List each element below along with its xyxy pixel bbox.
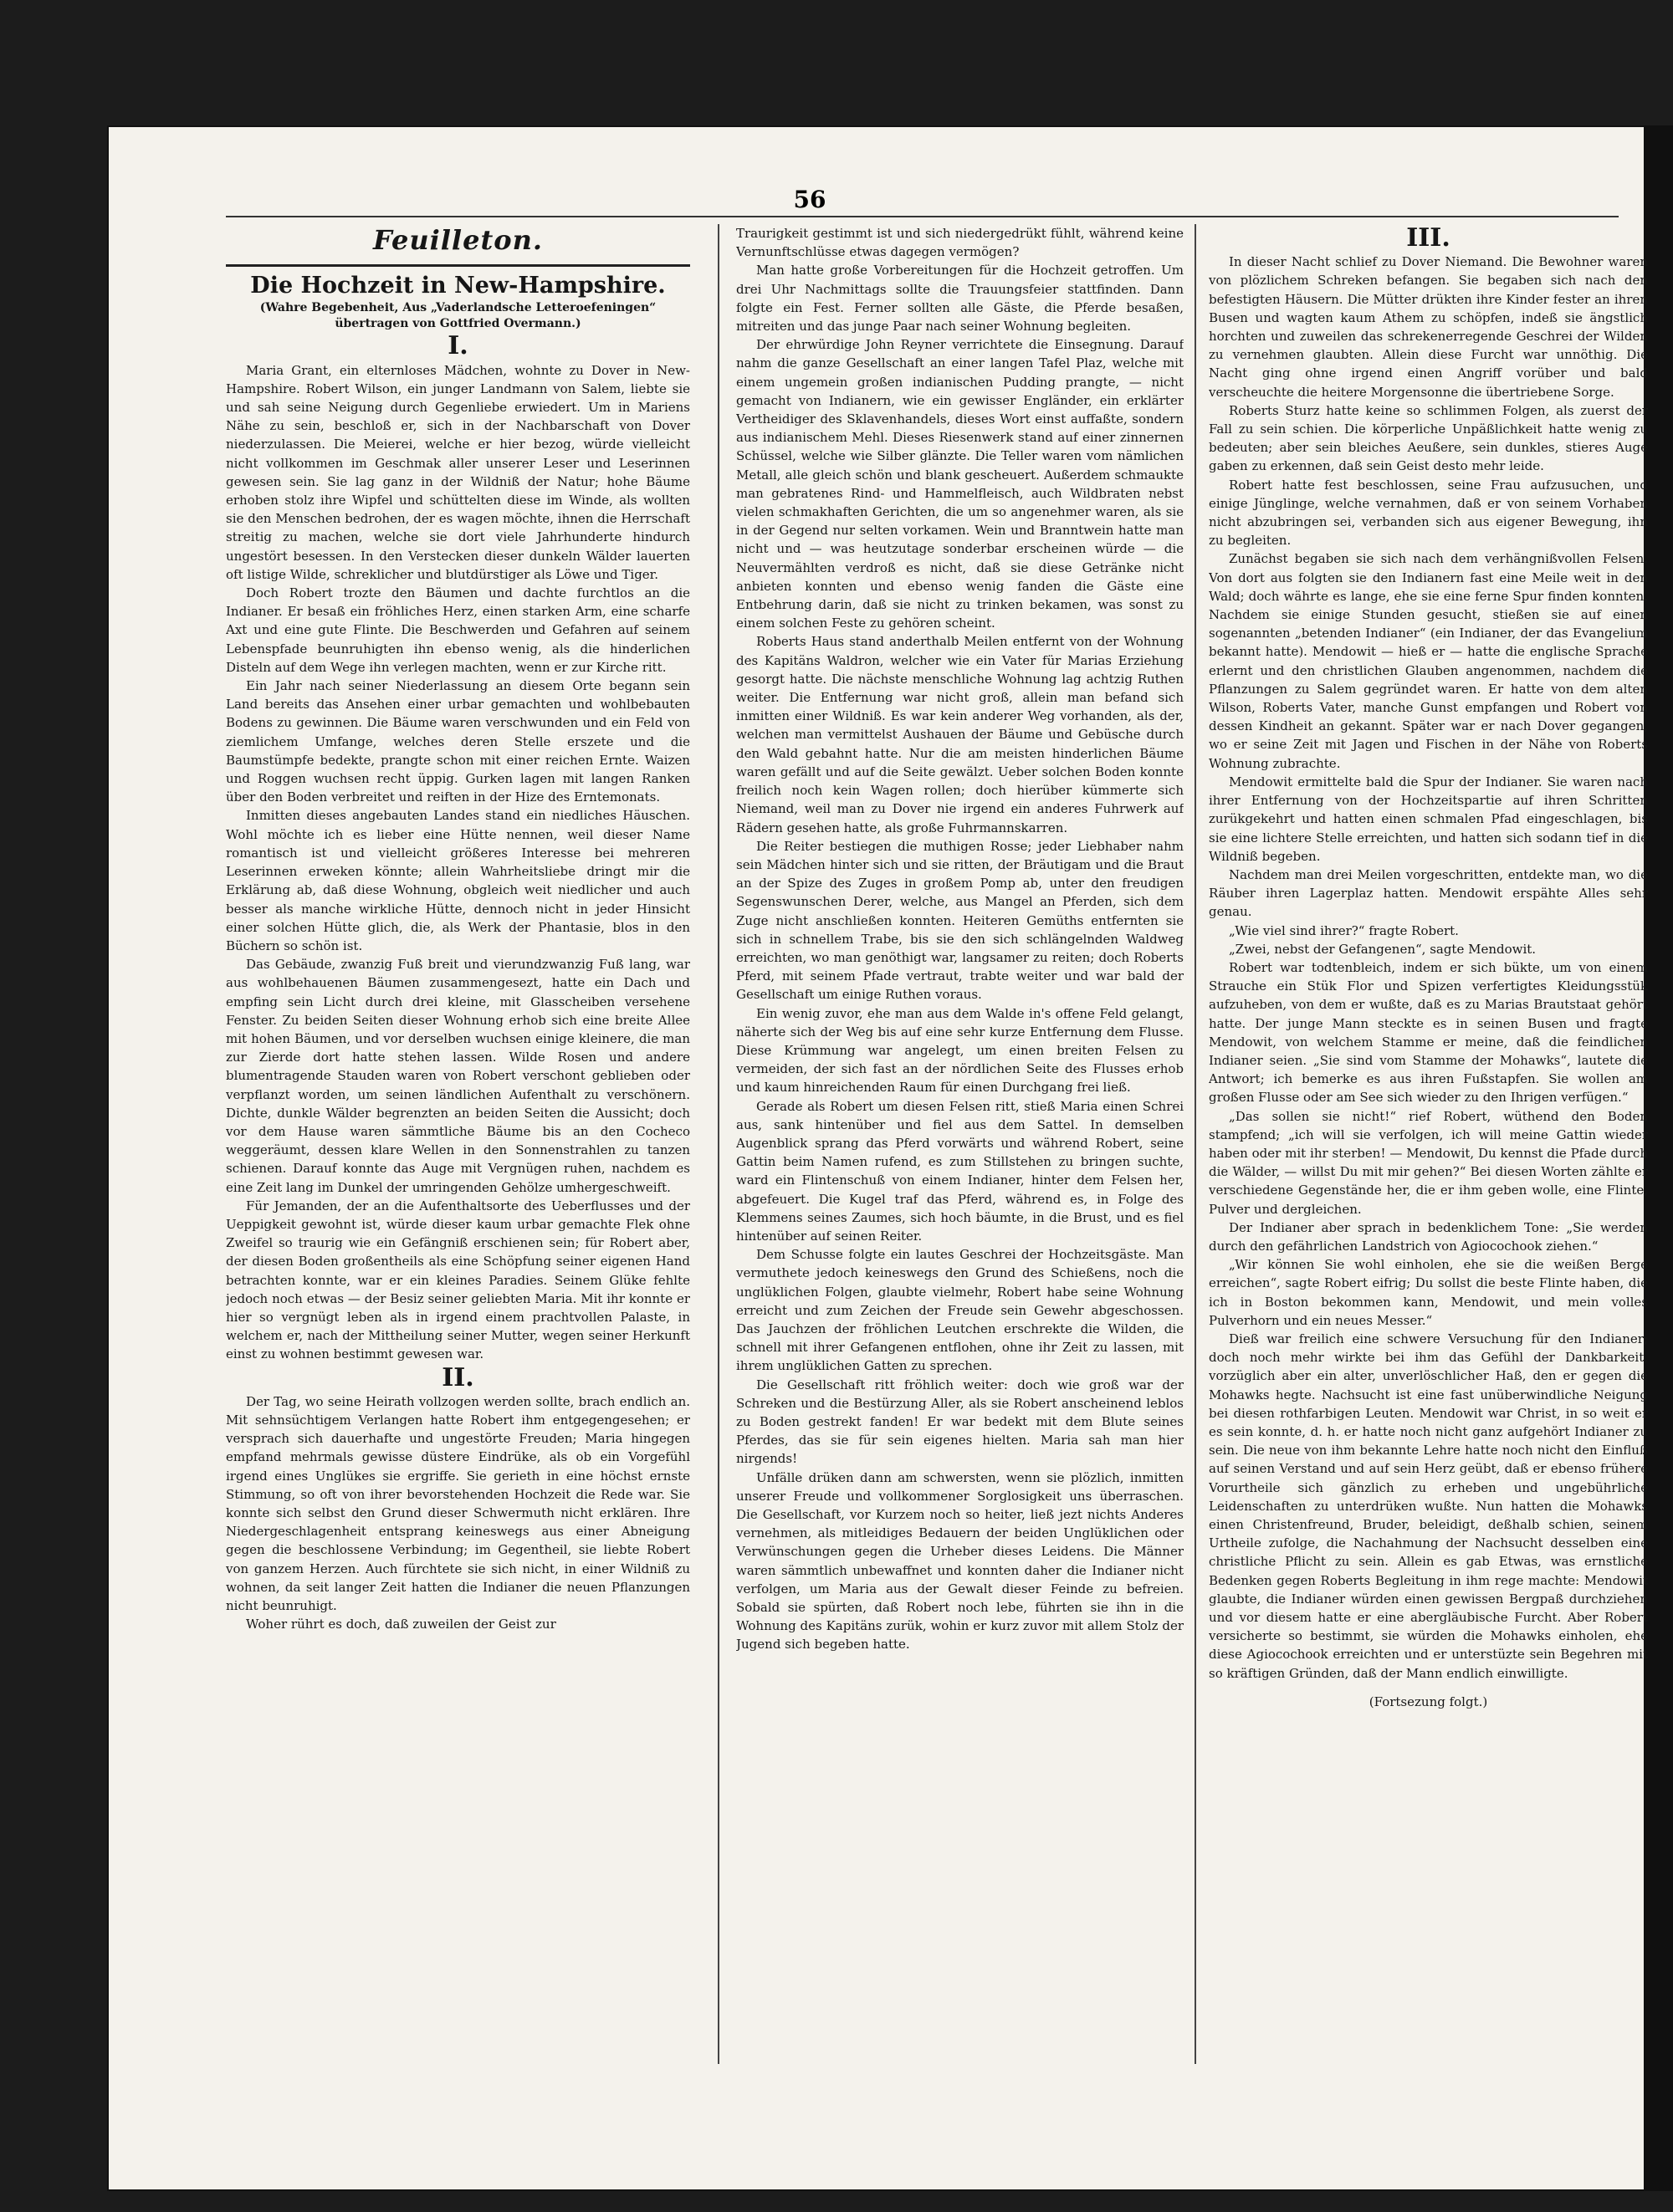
title-rule	[226, 264, 690, 267]
paragraph: Ein Jahr nach seiner Niederlassung an diesem Orte begann sein Land bereits das Ansehen einer urbar gemachten und wohlbebauten Bodens zu gewinnen. Die Bäume waren verschwunden und ein Feld von ziemlichem Umfange, welches deren Stelle erszete und die Baumstümpfe bedekte, prangte schon mit einer reichen Ernte. Waizen und Roggen wuchsen recht üppig. Gurken lagen mit langen Ranken über den Boden verbreitet und reiften in der Hize des Erntemonats.	[226, 678, 690, 805]
column-2	[736, 224, 1184, 2077]
paragraph: Das Gebäude, zwanzig Fuß breit und vierundzwanzig Fuß lang, war aus wohlbehauenen Bäumen zusammengesezt, hatte ein Dach und empfing sein Licht durch drei kleine, mit Glasscheiben versehene Fenster. Zu beiden Seiten dieser Wohnung erhob sich eine breite Allee mit hohen Bäumen, und vor derselben wuchsen einige kleinere, die man zur Zierde dort hatte stehen lassen. Wilde Rosen und andere blumentragende Stauden waren von Robert verschont geblieben oder verpflanzt worden, um seinen ländlichen Aufenthalt zu verschönern. Dichte, dunkle Wälder begrenzten an beiden Seiten die Aussicht; doch vor dem Hause waren sämmtliche Bäume bis an den Cocheco weggeräumt, dessen klare Wellen in den Sonnenstrahlen zu tanzen schienen. Darauf konnte das Auge mit Vergnügen ruhen, nachdem es eine Zeit lang im Dunkel der umringenden Gehölze umhergeschweift.	[226, 957, 690, 1195]
paragraph: Nachdem man drei Meilen vorgeschritten, entdekte man, wo die Räuber ihren Lagerplaz hatten. Mendowit erspähte Alles sehr genau.	[1209, 866, 1648, 920]
page-edge-shadow	[1644, 125, 1673, 2191]
paragraph: Man hatte große Vorbereitungen für die Hochzeit getroffen. Um drei Uhr Nachmittags sollte die Trauungsfeier stattfinden. Dann folgte ein Fest. Ferner sollten alle Gäste, die Pferde besaßen, mitreiten und das junge Paar nach seiner Wohnung begleiten.	[736, 263, 1184, 335]
column-1	[226, 224, 690, 2077]
paragraph: Mendowit ermittelte bald die Spur der Indianer. Sie waren nach ihrer Entfernung von der Hochzeitspartie auf ihren Schritten zurükgekehrt und hatten einen schmalen Pfad eingeschlagen, bis sie eine lichtere Stelle erreichten, und hatten sich sodann tief in die Wildniß begeben.	[1209, 774, 1648, 864]
paragraph: Robert hatte fest beschlossen, seine Frau aufzusuchen, und einige Jünglinge, welche vernahmen, daß er von seinem Vorhaben nicht abzubringen sei, verbanden sich aus eigener Bewegung, ihn zu begleiten.	[1209, 477, 1648, 549]
paragraph: Dem Schusse folgte ein lautes Geschrei der Hochzeitsgäste. Man vermuthete jedoch keineswegs den Grund des Schießens, noch die unglüklichen Folgen, glaubte vielmehr, Robert habe seine Wohnung erreicht und zum Zeichen der Freude sein Gewehr abgeschossen. Das Jauchzen der fröhlichen Leutchen erschrekte die Wilden, die schnell mit ihrer Gefangenen entflohen, ohne ihr Zeit zu lassen, mit ihrem unglüklichen Gatten zu sprechen.	[736, 1247, 1184, 1374]
continuation-note: (Fortsezung folgt.)	[1369, 1693, 1488, 1709]
paragraph: Robert war todtenbleich, indem er sich bükte, um von einem Strauche ein Stük Flor und Spizen verfertigtes Kleidungsstük aufzuheben, von dem er wußte, daß es zu Marias Brautstaat gehört hatte. Der junge Mann steckte es in seinen Busen und fragte Mendowit, von welchem Stamme er meine, daß die feindlichen Indianer seien. „Sie sind vom Stamme der Mohawks“, lautete die Antwort; ich bemerke es aus ihren Fußstapfen. Sie wollen am großen Flusse oder am See sich wieder zu den Ihrigen verfügen.“	[1209, 959, 1648, 1106]
article-title: Die Hochzeit in New-Hampshire.	[250, 273, 666, 299]
page-number: 56	[793, 186, 826, 213]
paragraph: Doch Robert trozte den Bäumen und dachte furchtlos an die Indianer. Er besaß ein fröhliches Herz, einen starken Arm, eine scharfe Axt und eine gute Flinte. Die Beschwerden und Gefahren auf seinem Lebenspfade beunruhigten ihn ebenso wenig, als die hinderlichen Disteln auf dem Wege ihn verlegen machten, wenn er zur Kirche ritt.	[226, 585, 690, 675]
paragraph: Gerade als Robert um diesen Felsen ritt, stieß Maria einen Schrei aus, sank hintenüber und fiel aus dem Sattel. In demselben Augenblick sprang das Pferd vorwärts und während Robert, seine Gattin beim Namen rufend, es zum Stillstehen zu bringen suchte, ward ein Flintenschuß von einem Indianer, hinter dem Felsen her, abgefeuert. Die Kugel traf das Pferd, während es, in Folge des Klemmens seines Zaumes, sich hoch bäumte, in die Brust, und es fiel hintenüber auf seinen Reiter.	[736, 1098, 1184, 1244]
paragraph: Inmitten dieses angebauten Landes stand ein niedliches Häuschen. Wohl möchte ich es lieber eine Hütte nennen, weil dieser Name romantisch ist und vielleicht größeres Interesse bei mehreren Leserinnen erweken könnte; allein Wahrheitsliebe dringt mir die Erklärung ab, daß diese Wohnung, obgleich weit niedlicher und auch besser als manche wirkliche Hütte, dennoch nicht in jeder Hinsicht einer solchen Hütte glich, die, als Werk der Phantasie, blos in den Büchern so schön ist.	[226, 808, 690, 953]
paragraph: „Das sollen sie nicht!“ rief Robert, wüthend den Boden stampfend; „ich will sie verfolgen, ich will meine Gattin wieder haben oder mit ihr sterben! — Mendowit, Du kennst die Pfade durch die Wälder, — willst Du mit mir gehen?“ Bei diesen Worten zählte er verschiedene Gegenstände her, die er ihm geben wolle, eine Flinte, Pulver und dergleichen.	[1209, 1108, 1648, 1217]
column-divider	[1195, 224, 1196, 2064]
column-divider	[718, 224, 719, 2064]
dialogue-line: „Zwei, nebst der Gefangenen“, sagte Mendowit.	[1229, 941, 1537, 957]
paragraph: Traurigkeit gestimmt ist und sich niedergedrükt fühlt, während keine Vernunftschlüsse etwas dagegen vermögen?	[736, 226, 1184, 260]
paragraph: Dieß war freilich eine schwere Versuchung für den Indianer; doch noch mehr wirkte bei ihm das Gefühl der Dankbarkeit, vorzüglich aber ein alter, unverlöschlicher Haß, den er gegen die Mohawks hegte. Nachsucht ist eine fast unüberwindliche Neigung bei diesen rothfarbigen Leuten. Mendowit war Christ, in so weit er es sein konnte, d. h. er hatte noch nicht ganz aufgehört Indianer zu sein. Die neue von ihm bekannte Lehre hatte noch nicht den Einfluß auf seinen Verstand und auf sein Herz geübt, daß er ebenso frühere Vorurtheile sich gänzlich zu erheben und ungebührliche Leidenschaften zu unterdrüken wußte. Nun hatten die Mohawks einen Christenfreund, Bruder, beleidigt, deßhalb schien, seinem Urtheile zufolge, die Nachahmung der Nachsucht desselben eine christliche Pflicht zu sein. Allein es gab Etwas, was ernstliche Bedenken gegen Roberts Begleitung in ihm rege machte: Mendowit glaubte, die Indianer würden einen gewissen Bergpaß durchziehen und vor diesem hatte er eine abergläubische Furcht. Aber Robert versicherte so bestimmt, sie würden die Mohawks einholen, ehe diese Agiocochook erreichten und er unterstüzte sein Begehren mit so kräftigen Gründen, daß der Mann endlich einwilligte.	[1209, 1331, 1648, 1681]
paragraph: Maria Grant, ein elternloses Mädchen, wohnte zu Dover in New-Hampshire. Robert Wilson, ein junger Landmann von Salem, liebte sie und sah seine Neigung durch Gegenliebe erwiedert. Um in Mariens Nähe zu sein, beschloß er, sich in der Nachbarschaft von Dover niederzulassen. Die Meierei, welche er hier bezog, würde vielleicht nicht vollkommen im Geschmak aller unserer Leser und Leserinnen gewesen sein. Sie lag ganz in der Wildniß der Natur; hohe Bäume erhoben stolz ihre Wipfel und schüttelten diese im Winde, als wollten sie den Menschen bedrohen, der es wagen möchte, ihnen die Herrschaft streitig zu machen, welche sie dort viele Jahrhunderte hindurch ungestört besessen. In den Verstecken dieser dunkeln Wälder lauerten oft listige Wilde, schreklicher und blutdürstiger als Löwe und Tiger.	[226, 362, 690, 582]
paragraph: Der ehrwürdige John Reyner verrichtete die Einsegnung. Darauf nahm die ganze Gesellschaft an einer langen Tafel Plaz, welche mit einem ungemein großen indianischen Pudding prangte, — nicht gemacht von Indianern, wie ein gewisser Engländer, ein erklärter Vertheidiger des Sklavenhandels, dieses Wort einst auffaßte, sondern aus indianischem Mehl. Dieses Riesenwerk stand auf einer zinnernen Schüssel, welche wie Silber glänzte. Die Teller waren vom nämlichen Metall, alle gleich schön und blank gescheuert. Außerdem schmaukte man gebratenes Rind- und Hammelfleisch, auch Wildbraten nebst vielen schmakhaften Gerichten, die um so angenehmer waren, als sie in der Gegend nur selten vorkamen. Wein und Branntwein hatte man nicht und — was heutzutage sonderbar erscheinen würde — die Neuvermählten verdroß es nicht, daß sie diese Getränke nicht anbieten konnten und ebenso wenig fanden die Gäste eine Entbehrung darin, daß sie nicht zu trinken bekamen, was sonst zu einem solchen Feste zu gehören scheint.	[736, 337, 1184, 631]
paragraph: Die Gesellschaft ritt fröhlich weiter: doch wie groß war der Schreken und die Bestürzung Aller, als sie Robert anscheinend leblos zu Boden gestrekt fanden! Er war bedekt mit dem Blute seines Pferdes, das sie für sein eigenes hielten. Maria sah man hier nirgends!	[736, 1377, 1184, 1467]
paragraph: In dieser Nacht schlief zu Dover Niemand. Die Bewohner waren von plözlichem Schreken befangen. Sie begaben sich nach den befestigten Häusern. Die Mütter drükten ihre Kinder fester an ihren Busen und wagten kaum Athem zu schöpfen, indeß sie ängstlich horchten und zuweilen das schrekenerregende Geschrei der Wilden zu vernehmen glaubten. Allein diese Furcht war unnöthig. Die Nacht ging ohne irgend einen Angriff vorüber und bald verscheuchte die heitere Morgensonne die übertriebene Sorge.	[1209, 254, 1648, 400]
paragraph: Zunächst begaben sie sich nach dem verhängnißvollen Felsen. Von dort aus folgten sie den Indianern fast eine Meile weit in den Wald; doch währte es lange, ehe sie eine ferne Spur finden konnten. Nachdem sie einige Stunden gesucht, stießen sie auf einen sogenannten „betenden Indianer“ (ein Indianer, der das Evangelium bekannt hatte). Mendowit — hieß er — hatte die englische Sprache erlernt und den christlichen Glauben angenommen, nachdem die Pflanzungen zu Salem gegründet waren. Er hatte von dem alten Wilson, Roberts Vater, manche Gunst empfangen und Robert von dessen Kindheit an gekannt. Später war er nach Dover gegangen, wo er seine Zeit mit Jagen und Fischen in der Nähe von Roberts Wohnung zubrachte.	[1209, 551, 1648, 771]
paragraph: Unfälle drüken dann am schwersten, wenn sie plözlich, inmitten unserer Freude und vollkommener Sorglosigkeit uns überraschen. Die Gesellschaft, vor Kurzem noch so heiter, ließ jezt nichts Anderes vernehmen, als mitleidiges Bedauern der beiden Unglüklichen oder Verwünschungen gegen die Urheber dieses Leidens. Die Männer waren sämmtlich unbewaffnet und konnten daher die Indianer nicht verfolgen, um Maria aus der Gewalt dieser Feinde zu befreien. Sobald sie spürten, daß Robert noch lebe, führten sie ihn in die Wohnung des Kapitäns zurük, wohin er kurz zuvor mit allem Stolz der Jugend sich begeben hatte.	[736, 1469, 1184, 1653]
paragraph: „Wir können Sie wohl einholen, ehe sie die weißen Berge erreichen“, sagte Robert eifrig; Du sollst die beste Flinte haben, die ich in Boston bekommen kann, Mendowit, und mein volles Pulverhorn und ein neues Messer.“	[1209, 1257, 1648, 1328]
paragraph: Roberts Haus stand anderthalb Meilen entfernt von der Wohnung des Kapitäns Waldron, welcher wie ein Vater für Marias Erziehung gesorgt hatte. Die nächste menschliche Wohnung lag achtzig Ruthen weiter. Die Entfernung war nicht groß, allein man befand sich inmitten einer Wildniß. Es war kein anderer Weg vorhanden, als der, welchen man vermittelst Aushauen der Bäume und Gebüsche durch den Wald gebahnt hatte. Nur die am meisten hinderlichen Bäume waren gefällt und auf die Seite gewälzt. Ueber solchen Boden konnte freilich noch kein Wagen rollen; doch hierüber kümmerte sich Niemand, weil man zu Dover nie irgend ein anderes Fuhrwerk auf Rädern gesehen hatte, als große Fuhrmannskarren.	[736, 634, 1184, 835]
paragraph: Der Tag, wo seine Heirath vollzogen werden sollte, brach endlich an. Mit sehnsüchtigem Verlangen hatte Robert ihm entgegengesehen; er versprach sich dauerhafte und ungestörte Freuden; Maria hingegen empfand mehrmals gewisse düstere Eindrüke, als ob ein Vorgefühl irgend eines Unglükes sie ergriffe. Sie gerieth in eine höchst ernste Stimmung, so oft von ihrer bevorstehenden Hochzeit die Rede war. Sie konnte sich selbst den Grund dieser Schwermuth nicht erklären. Ihre Niedergeschlagenheit entsprang keineswegs aus einer Abneigung gegen die beschlossene Verbindung; im Gegentheil, sie liebte Robert von ganzem Herzen. Auch fürchtete sie sich nicht, in einer Wildniß zu wohnen, da seit langer Zeit hatten die Indianer die neuen Pflanzungen nicht beunruhigt.	[226, 1393, 690, 1614]
paragraph: Die Reiter bestiegen die muthigen Rosse; jeder Liebhaber nahm sein Mädchen hinter sich und sie ritten, der Bräutigam und die Braut an der Spize des Zuges in großem Pomp ab, unter den freudigen Segenswunschen Derer, welche, aus Mangel an Pferden, sich dem Zuge nicht anschließen konnten. Heiteren Gemüths entfernten sie sich in schnellem Trabe, bis sie den sich schlängelnden Waldweg erreichten, wo man genöthigt war, langsamer zu reiten; doch Roberts Pferd, mit seinem Pfade vertraut, trabte weiter und war bald der Gesellschaft um einige Ruthen voraus.	[736, 838, 1184, 1003]
paragraph: Für Jemanden, der an die Aufenthaltsorte des Ueberflusses und der Ueppigkeit gewohnt ist, würde dieser kaum urbar gemachte Flek ohne Zweifel so traurig wie ein Gefängniß erschienen sein; für Robert aber, der diesen Boden großentheils als eine Schöpfung seiner eigenen Hand betrachten konnte, war er ein kleines Paradies. Seinem Glüke fehlte jedoch noch etwas — der Besiz seiner geliebten Maria. Mit ihr konnte er hier so vergnügt leben als in irgend einem prachtvollen Palaste, in welchem er, nach der Mittheilung seiner Mutter, wegen seiner Herkunft einst zu wohnen bestimmt gewesen war.	[226, 1198, 690, 1362]
chapter-heading: I.	[448, 331, 468, 361]
paragraph: Der Indianer aber sprach in bedenklichem Tone: „Sie werden durch den gefährlichen Landstrich von Agiocochook ziehen.“	[1209, 1219, 1648, 1254]
column-3	[1209, 224, 1648, 2077]
dialogue-line: „Wie viel sind ihrer?“ fragte Robert.	[1229, 922, 1459, 938]
chapter-heading: II.	[442, 1362, 474, 1392]
paragraph: Ein wenig zuvor, ehe man aus dem Walde in's offene Feld gelangt, näherte sich der Weg bis auf eine sehr kurze Entfernung dem Flusse. Diese Krümmung war angelegt, um einen breiten Felsen zu vermeiden, der sich fast an der nördlichen Seite des Flusses erhob und kaum hinreichenden Raum für einen Durchgang frei ließ.	[736, 1005, 1184, 1096]
chapter-heading: III.	[1406, 224, 1450, 253]
section-header: Feuilleton.	[373, 224, 543, 256]
paragraph: Roberts Sturz hatte keine so schlimmen Folgen, als zuerst der Fall zu sein schien. Die körperliche Unpäßlichkeit hatte wenig zu bedeuten; aber sein bleiches Aeußere, sein dunkles, stieres Auge gaben zu erkennen, daß sein Geist desto mehr leide.	[1209, 402, 1648, 474]
paragraph: Woher rührt es doch, daß zuweilen der Geist zur	[246, 1617, 556, 1632]
article-subtitle: (Wahre Begebenheit, Aus „Vaderlandsche Letteroefeningen“ übertragen von Gottfried Overmann.)	[259, 301, 657, 331]
header-rule	[226, 216, 1619, 217]
